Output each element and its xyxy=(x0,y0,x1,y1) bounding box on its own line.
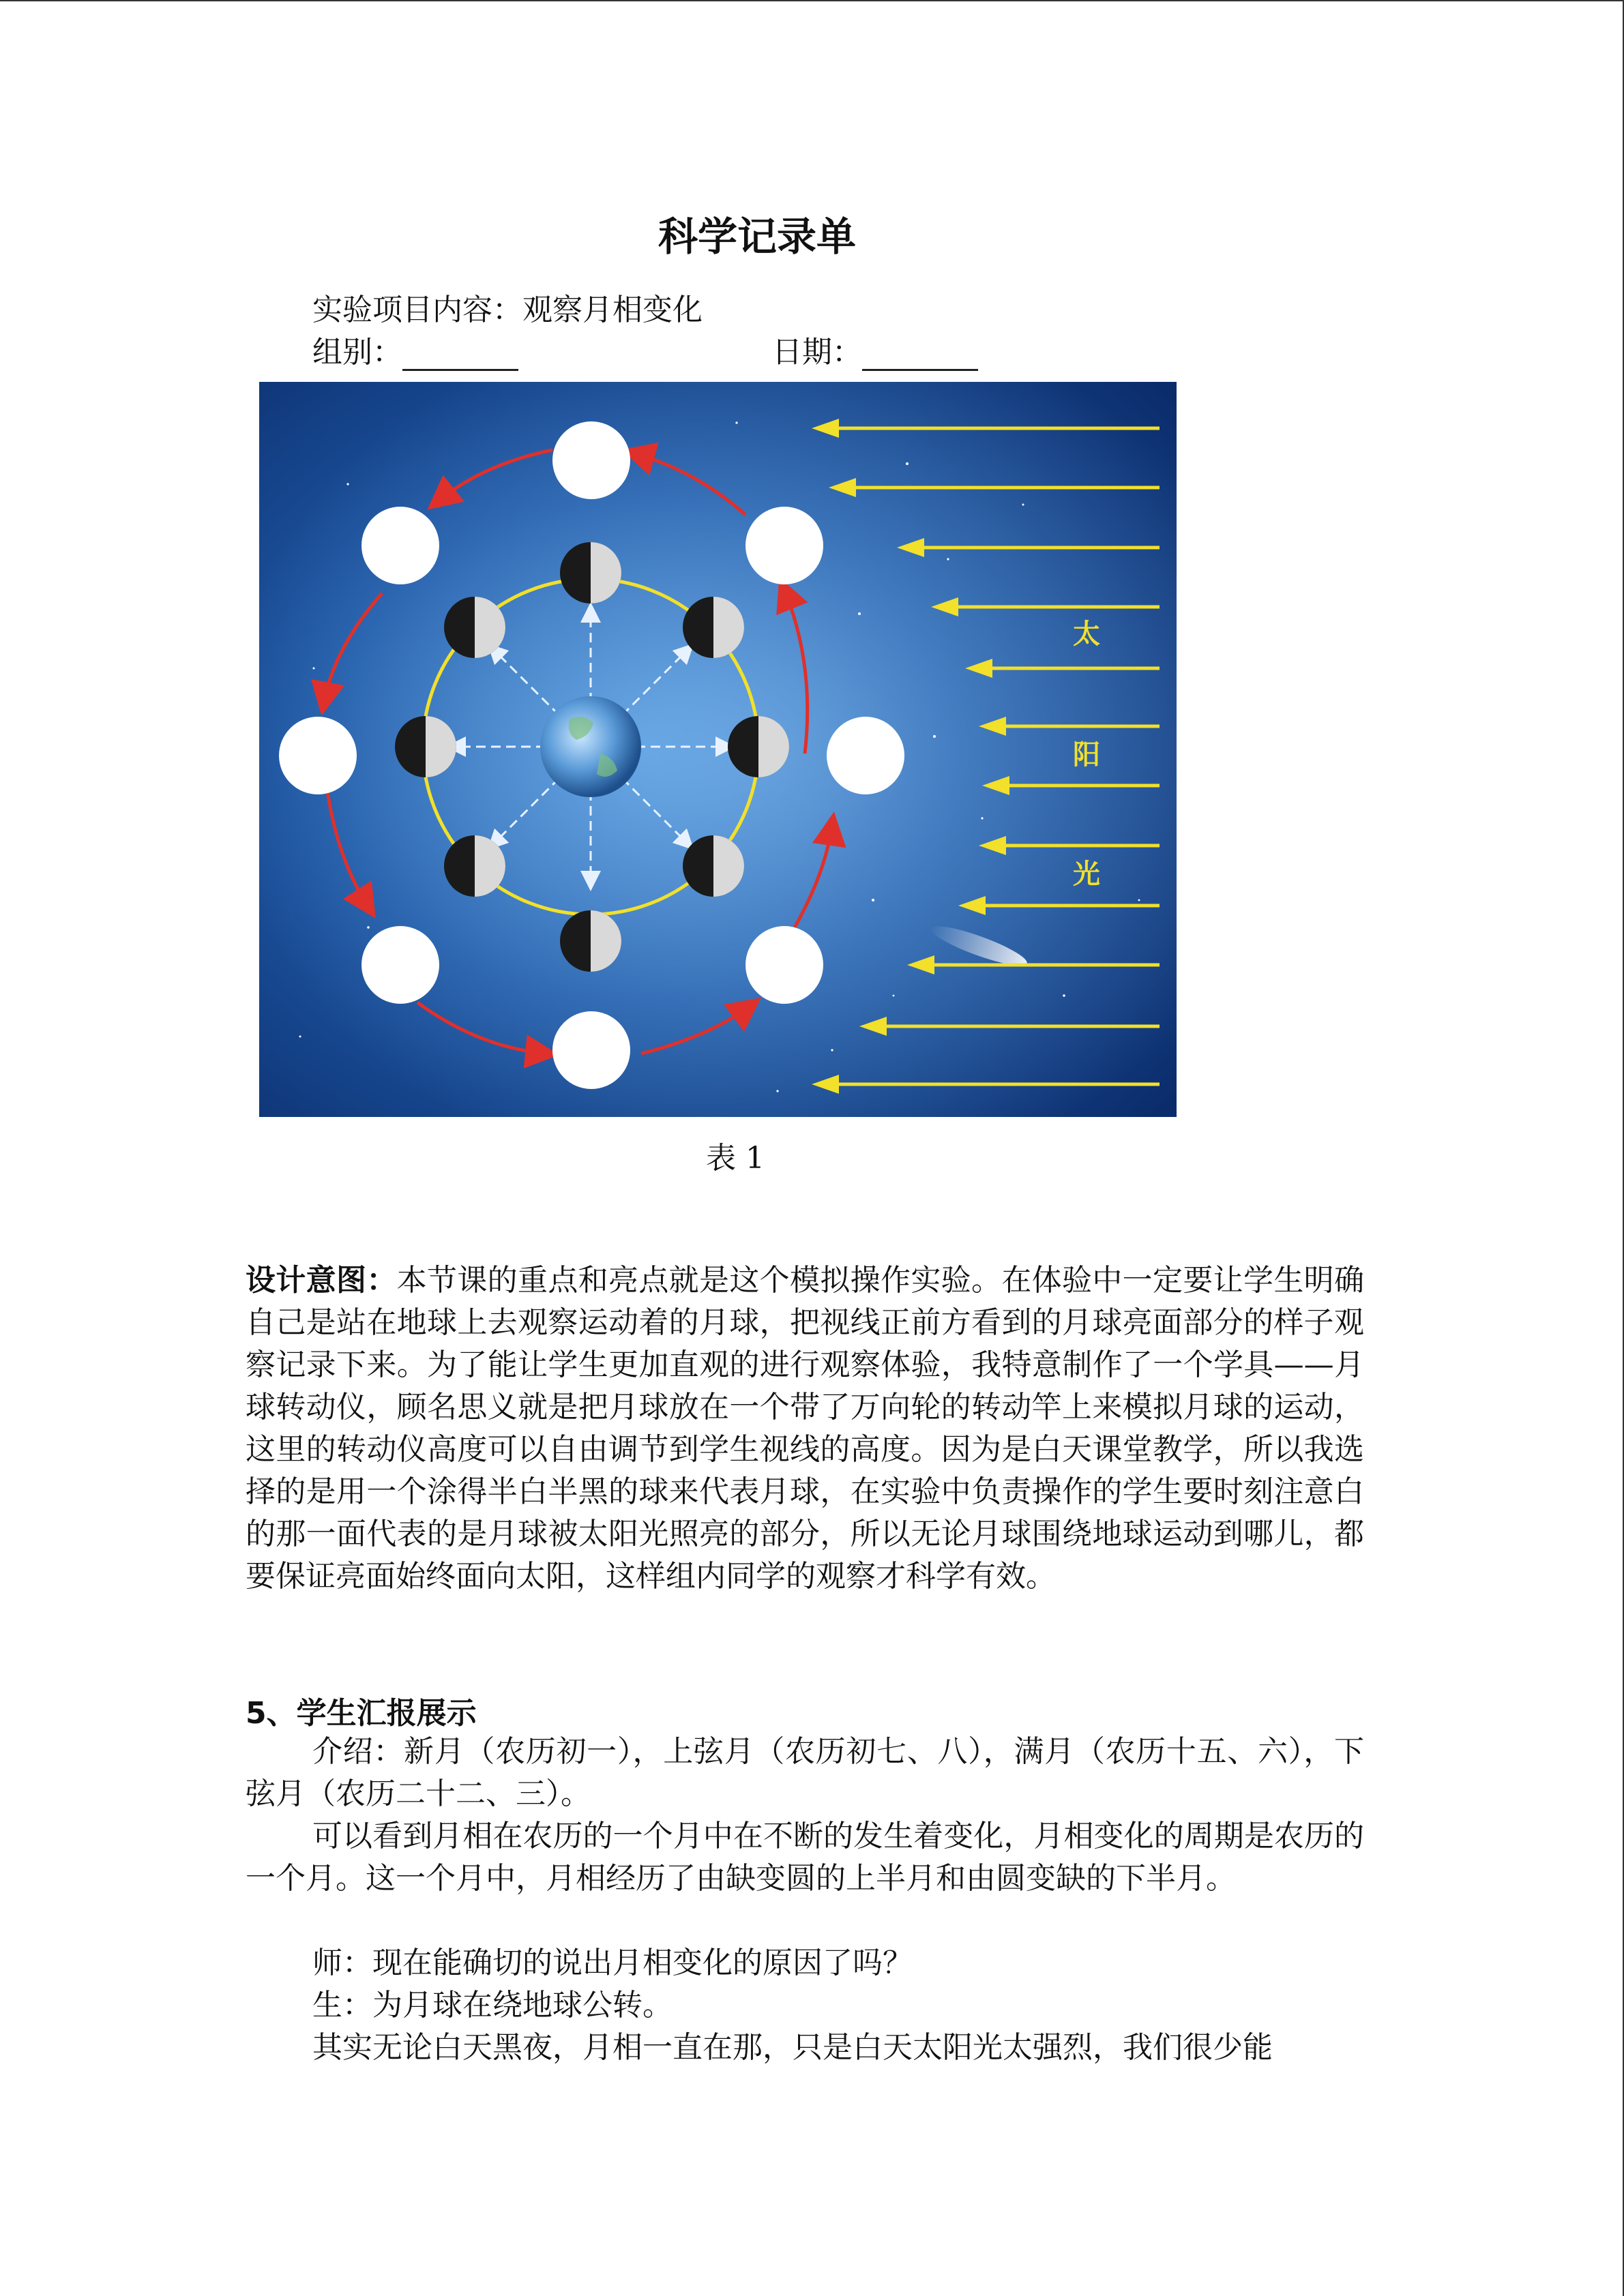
section-5-paragraph-5: 其实无论白天黑夜，月相一直在那，只是白天太阳光太强烈，我们很少能 xyxy=(312,2030,1273,2065)
date-blank[interactable] xyxy=(862,339,978,371)
sun-label-1: 太 xyxy=(1073,618,1100,650)
section-5-paragraph-2: 可以看到月相在农历的一个月中在不断的发生着变化，月相变化的周期是农历的一个月。这一个月中，月相经历了由缺变圆的上半月和由圆变缺的下半月。 xyxy=(246,1819,1364,1896)
section-5-paragraph-3: 师：现在能确切的说出月相变化的原因了吗？ xyxy=(312,1945,913,1980)
sun-label-3: 光 xyxy=(1073,859,1100,890)
section-5-heading: 5、学生汇报展示 xyxy=(246,1696,477,1731)
date-field xyxy=(772,327,978,371)
design-intent-text: 本节课的重点和亮点就是这个模拟操作实验。在体验中一定要让学生明确自己是站在地球上去观察运动着的月球，把视线正前方看到的月球亮面部分的样子观察记录下来。为了能让学生更加直观的进行观察体验，我特意制作了一个学具——月球转动仪，顾名思义就是把月球放在一个带了万向轮的转动竿上来模拟月球的运动，这里的转动仪高度可以自由调节到学生视线的高度。因为是白天课堂教学，所以我选择的是用一个涂得半白半黑的球来代表月球，在实验中负责操作的学生要时刻注意白的那一面代表的是月球被太阳光照亮的部分，所以无论月球围绕地球运动到哪儿，都要保证亮面始终面向太阳，这样组内同学的观察才科学有效。 xyxy=(246,1263,1365,1594)
figure-caption: 表 1 xyxy=(706,1141,765,1176)
moon-phase-diagram xyxy=(259,382,1177,1117)
page-title: 科学记录单 xyxy=(658,213,856,260)
design-intent-lead: 设计意图： xyxy=(246,1263,397,1298)
sun-label-2: 阳 xyxy=(1073,739,1100,771)
section-5-paragraph-1: 介绍：新月（农历初一），上弦月（农历初七、八），满月（农历十五、六），下弦月（农历二十二、三）。 xyxy=(246,1734,1364,1811)
date-label: 日期： xyxy=(772,335,862,370)
section-5-paragraph-4: 生：为月球在绕地球公转。 xyxy=(312,1988,673,2023)
moon-phase-figure xyxy=(259,382,1177,1117)
design-intent-paragraph xyxy=(246,1259,1364,1598)
earth xyxy=(540,696,641,797)
group-label: 组别： xyxy=(312,335,402,370)
experiment-line: 实验项目内容：观察月相变化 xyxy=(312,293,703,327)
group-field xyxy=(312,327,518,371)
group-blank[interactable] xyxy=(402,339,518,371)
